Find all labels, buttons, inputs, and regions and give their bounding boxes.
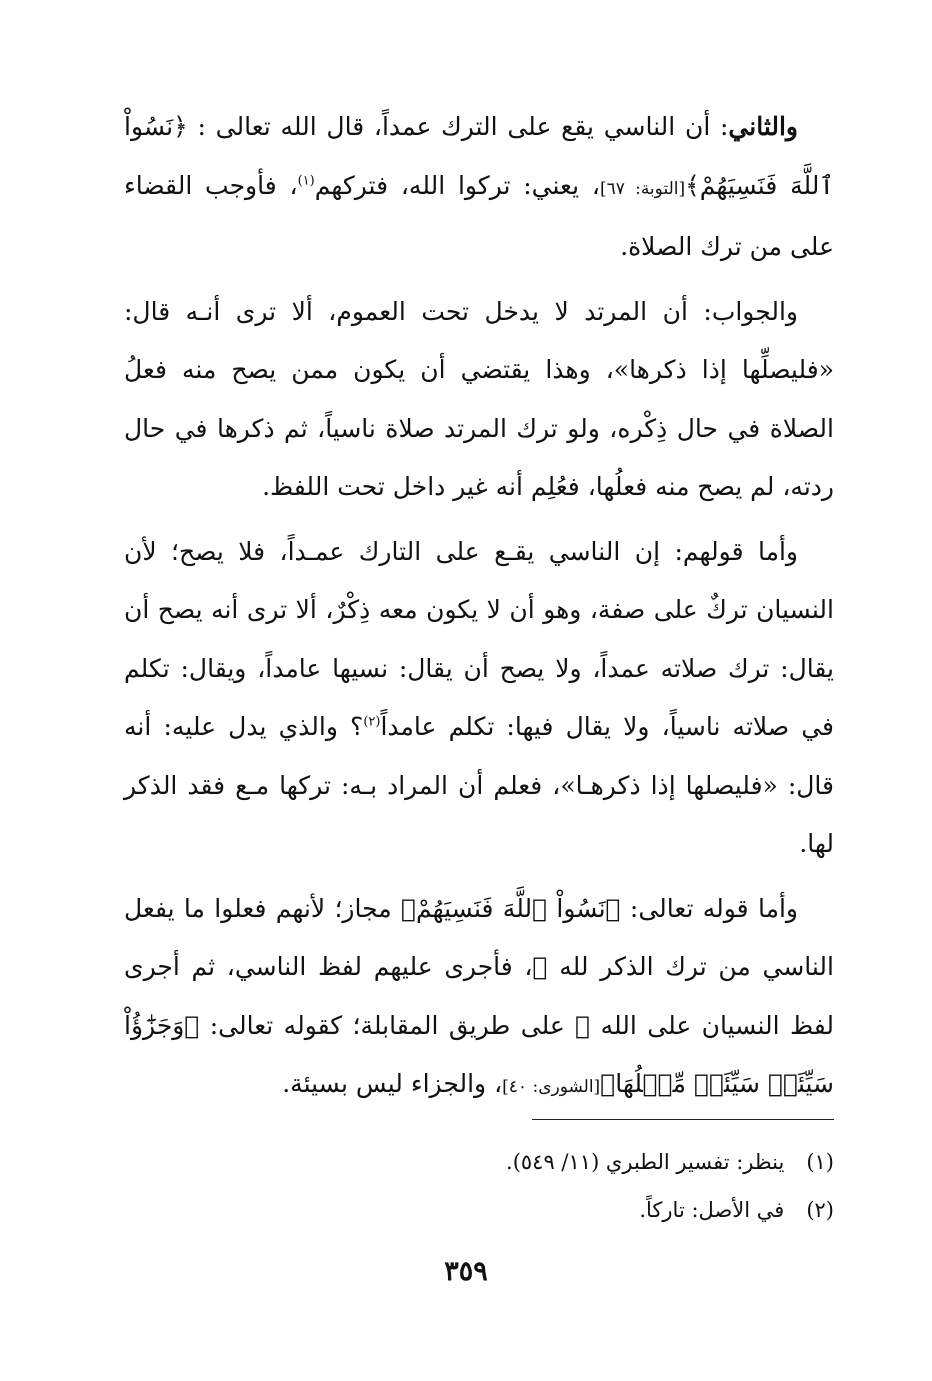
paragraph-3 <box>124 523 834 874</box>
page-number: ٣٥٩ <box>444 1256 488 1287</box>
main-text <box>124 98 834 1117</box>
footnote-divider <box>532 1119 834 1120</box>
paragraph-text: : أن الناسي يقع على الترك عمداً، قال الله تعالى : <box>187 112 729 141</box>
footnote-text: ينظر: تفسير الطبري (١١/ ٥٤٩). <box>506 1150 785 1174</box>
footnotes <box>124 1138 834 1234</box>
footnote-number: (٢) <box>806 1198 834 1222</box>
footnote-marker: (٢) <box>363 714 381 730</box>
paragraph-text: وأما قوله تعالى: <box>620 893 798 923</box>
footnote-number: (١) <box>806 1150 834 1174</box>
footnote-text: في الأصل: تاركاً. <box>639 1198 785 1222</box>
quran-verse: ﴿نَسُواْ ٱللَّهَ فَنَسِيَهُمْ﴾ <box>400 893 621 923</box>
paragraph-text: وأما قولهم: إن الناسي يقـع على التارك عمـداً، فلا يصح؛ لأن النسيان تركٌ على صفة، وهو أن لا يكون معه ذِكْرٌ، ألا ترى أنه يصح أن يقال: ترك صلاته عمداً، ولا يصح أن يقال: نسيها عامداً، ويقال: تكلم في صلاته ناسياً، ولا يقال فيها: تكلم عامداً <box>124 536 834 741</box>
paragraph-text: ، يعني: تركوا الله، فتركهم <box>314 170 600 200</box>
footnote-1 <box>124 1138 834 1186</box>
quran-verse: ﴿وَجَزَٰٓؤُاْ سَيِّئَةٖ سَيِّئَةٞ مِّثۡلُهَا﴾ <box>124 1010 834 1098</box>
quran-verse: ﴿نَسُواْ ٱللَّهَ فَنَسِيَهُمْ﴾ <box>124 112 835 200</box>
footnote-2 <box>124 1186 834 1234</box>
paragraph-text: ، فأوجب القضاء على من ترك الصلاة. <box>124 170 834 261</box>
paragraph-2 <box>124 283 834 517</box>
footnote-marker: (١) <box>297 173 315 189</box>
paragraph-text: ، والجزاء ليس بسيئة. <box>282 1069 503 1098</box>
paragraph-text: ؟ والذي يدل عليه: أنه قال: «فليصلها إذا ذكرهـا»، فعلم أن المراد بـه: تركها مـع فقد الذكر لها. <box>124 712 834 858</box>
paragraph-1 <box>124 98 834 277</box>
paragraph-4 <box>124 880 834 1117</box>
paragraph-text: والجواب: أن المرتد لا يدخل تحت العموم، ألا ترى أنـه قال: «فليصلِّها إذا ذكرها»، وهذا يقتضي أن يكون ممن يصح منه فعلُ الصلاة في حال ذِكْره، ولو ترك المرتد صلاة ناسياً، ثم ذكرها في حال ردته، لم يصح منه فعلُها، فعُلِم أنه غير داخل تحت اللفظ. <box>124 296 834 501</box>
paragraph-text: مجاز؛ لأنهم فعلوا ما يفعل الناسي من ترك الذكر لله ﷻ، فأجرى عليهم لفظ الناسي، ثم أجرى لفظ النسيان على الله ﷻ على طريق المقابلة؛ كقوله تعالى: <box>124 893 834 1040</box>
verse-reference: [الشورى: ٤٠] <box>502 1077 601 1097</box>
paragraph-lead-word: والثاني <box>728 112 798 141</box>
verse-reference: [التوبة: ٦٧] <box>599 178 686 199</box>
